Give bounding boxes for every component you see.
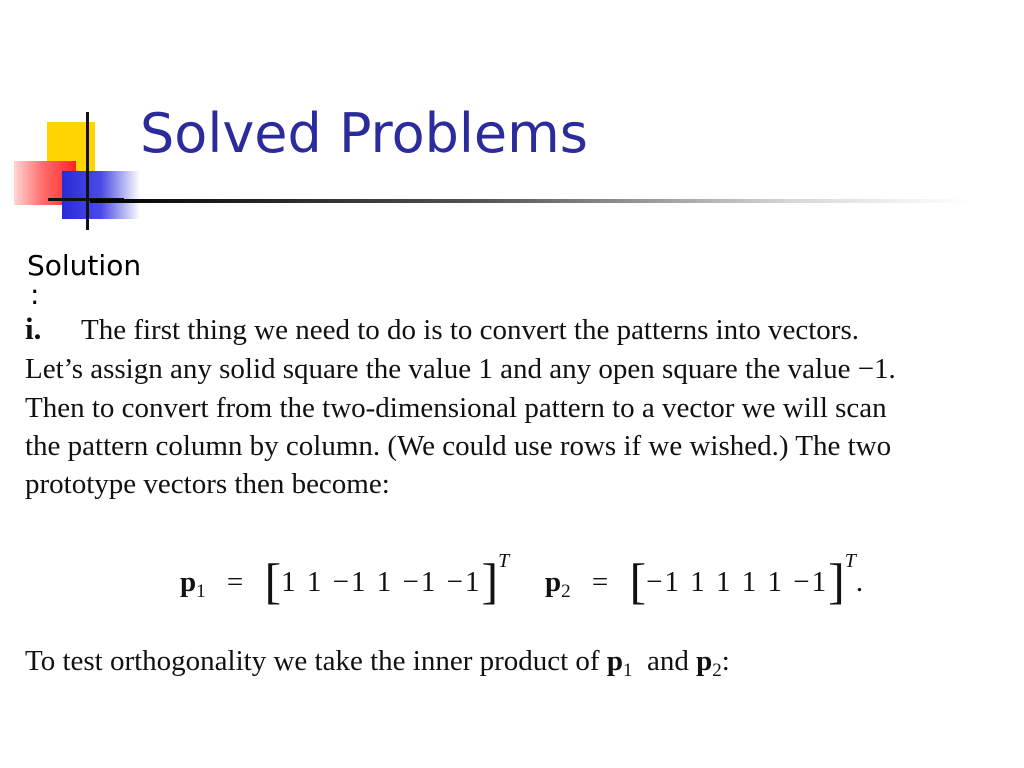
- closing-and: and: [646, 645, 689, 677]
- title-underline: [90, 199, 970, 203]
- closing-var1: p: [606, 645, 623, 677]
- eq1-right-bracket: ]: [481, 553, 499, 609]
- paragraph-line-1: [25, 310, 1000, 349]
- eq1-equals: =: [226, 566, 244, 598]
- eq1-values: 1 1 −1 1 −1 −1: [281, 566, 482, 598]
- logo-blue-square: [62, 171, 140, 219]
- paragraph-line-5: prototype vectors then become:: [25, 468, 390, 500]
- eq1-left-bracket: [: [264, 553, 282, 609]
- solution-label: Solution: [27, 249, 142, 282]
- eq2-equals: =: [591, 566, 609, 598]
- paragraph-line-4: the pattern column by column. (We could use rows if we wished.) The two: [25, 430, 892, 462]
- eq2-sub: 2: [561, 581, 571, 602]
- item-number: i.: [25, 311, 42, 346]
- eq1-transpose: T: [498, 550, 510, 572]
- equation-p2: [545, 550, 863, 610]
- closing-line: [25, 642, 1000, 690]
- closing-text: To test orthogonality we take the inner product of: [25, 645, 600, 677]
- closing-sub2: 2: [712, 660, 722, 681]
- eq2-period: .: [855, 566, 864, 598]
- eq1-var: p: [180, 566, 197, 598]
- logo-vertical-line: [86, 112, 89, 230]
- eq2-right-bracket: ]: [828, 553, 845, 609]
- paragraph-line-2: Let’s assign any solid square the value 1 and any open square the value −1.: [25, 353, 896, 385]
- equation-p1: [180, 550, 509, 610]
- paragraph-line-text: The first thing we need to do is to convert the patterns into vectors.: [81, 314, 859, 346]
- eq2-transpose: T: [844, 550, 856, 572]
- closing-var2: p: [696, 645, 713, 677]
- decorative-logo: [10, 108, 150, 233]
- eq2-var: p: [545, 566, 562, 598]
- eq1-sub: 1: [196, 581, 206, 602]
- slide-title: Solved Problems: [140, 102, 588, 165]
- eq2-left-bracket: [: [629, 553, 647, 609]
- eq2-values: −1 1 1 1 1 −1: [646, 566, 829, 598]
- paragraph-line-3: Then to convert from the two-dimensional pattern to a vector we will scan: [25, 392, 887, 424]
- solution-colon: :: [30, 278, 40, 311]
- closing-sub1: 1: [622, 660, 633, 681]
- closing-colon: :: [721, 645, 730, 677]
